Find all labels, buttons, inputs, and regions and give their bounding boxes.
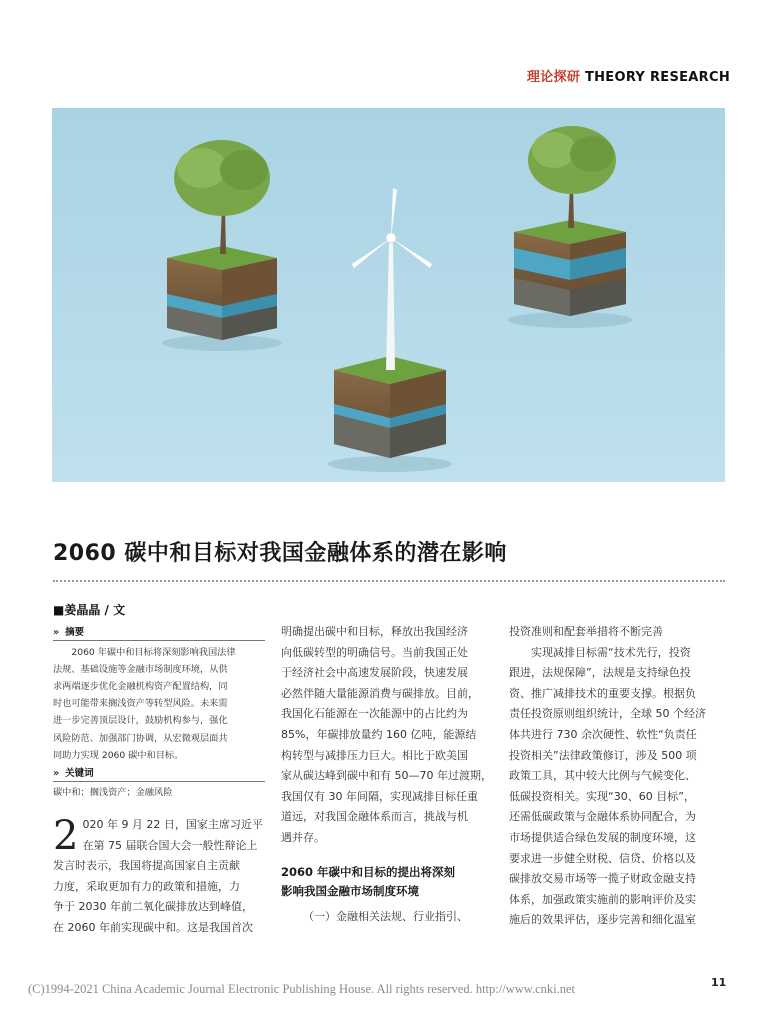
abstract-line: 时也可能带来搁浅资产等转型风险。未来需: [53, 698, 228, 710]
abstract-line: 风险防范、加强部门协调，从宏微观层面共: [53, 732, 228, 744]
abstract-line: 2060 年碳中和目标将深刻影响我国法律: [71, 646, 236, 658]
section-subheading: 2060 年碳中和目标的提出将深刻 影响我国金融市场制度环境: [281, 864, 456, 898]
body-line: 施后的效果评估，逐步完善和细化温室: [509, 913, 696, 927]
hero-illustration: [52, 108, 725, 482]
body-line: 85%，年碳排放量约 160 亿吨，能源结: [281, 727, 477, 741]
sub-subheading: （一）金融相关法规、行业指引、: [303, 909, 468, 923]
copyright-footer: (C)1994-2021 China Academic Journal Electronic Publishing House. All rights reserved. http://www.cnki.net: [28, 982, 576, 996]
sub-subheading-cont: 投资准则和配套举措将不断完善: [509, 625, 663, 638]
body-line: 体系，加强政策实施前的影响评价及实: [509, 892, 696, 906]
section-header: [527, 66, 730, 85]
body-line: 责任投资原则组织统计，全球 50 个经济: [509, 707, 706, 721]
title-divider: [53, 580, 725, 582]
body-line: 家从碳达峰到碳中和有 50—70 年过渡期，: [281, 769, 492, 783]
body-line: 跟进，法规保障”，法规是支持绿色投: [509, 666, 691, 680]
abstract-line: 同助力实现 2060 碳中和目标。: [53, 749, 184, 761]
double-chevron-icon: »: [53, 626, 60, 638]
body-line: 政策工具，其中较大比例与气候变化、: [509, 769, 696, 783]
body-line: 实现减排目标需“技术先行，投资: [531, 645, 691, 659]
body-line: 构转型与减排压力巨大。相比于欧美国: [281, 748, 468, 762]
body-line: 市场提供适合绿色发展的制度环境，这: [509, 830, 696, 844]
body-line: 投资相关”法律政策修订，涉及 500 项: [509, 748, 697, 762]
drop-cap: 2: [53, 813, 79, 860]
section-title-en: THEORY RESEARCH: [584, 70, 730, 85]
section-title-cn: 理论探研: [526, 70, 581, 85]
body-line: 020 年 9 月 22 日，国家主席习近平: [82, 818, 263, 832]
body-line: 向低碳转型的明确信号。当前我国正处: [281, 645, 468, 659]
page-number: 11: [711, 976, 727, 989]
article-title: 2060 碳中和目标对我国金融体系的潜在影响: [53, 541, 507, 566]
body-line: 还需低碳政策与金融体系协同配合，为: [509, 810, 696, 824]
body-line: 道远，对我国金融体系而言，挑战与机: [281, 810, 468, 824]
body-line: 碳排放交易市场等一揽子财政金融支持: [509, 872, 696, 886]
abstract-text: [53, 644, 265, 764]
body-line: 力度，采取更加有力的政策和措施，力: [53, 879, 240, 893]
body-line: 遇并存。: [281, 830, 325, 844]
column-1: [53, 600, 265, 939]
body-line: 我国化石能源在一次能源中的占比约为: [281, 707, 468, 721]
body-line: 要求进一步健全财税、信贷、价格以及: [509, 851, 696, 865]
abstract-line: 进一步完善顶层设计，鼓励机构参与，强化: [53, 715, 228, 727]
column-3: [509, 622, 721, 931]
keywords-text: 碳中和；搁浅资产；金融风险: [53, 787, 173, 799]
abstract-label: » 摘要: [53, 625, 265, 641]
body-line: 体共进行 730 余次硬性、软性“负责任: [509, 727, 697, 741]
abstract-line: 求两端逐步优化金融机构资产配置结构，同: [53, 681, 228, 692]
body-line: 我国仅有 30 年间隔，实现减排目标任重: [281, 789, 478, 803]
body-line: 必然伴随大量能源消费与碳排放。目前，: [281, 686, 479, 700]
body-line: 于经济社会中高速发展阶段，快速发展: [281, 666, 468, 680]
body-line: 在 2060 年前实现碳中和。这是我国首次: [53, 920, 253, 934]
double-chevron-icon: »: [53, 768, 60, 780]
body-line: 发言时表示，我国将提高国家自主贡献: [53, 859, 240, 873]
keywords-label: » 关键词: [53, 766, 265, 782]
author-byline: ■姜晶晶 / 文: [53, 603, 126, 617]
body-line: 在第 75 届联合国大会一般性辩论上: [82, 838, 258, 852]
body-line: 低碳投资相关。实现“30、60 目标”，: [509, 789, 695, 803]
body-line: 资、推广减排技术的重要支撑。根据负: [509, 686, 696, 700]
abstract-line: 法规、基础设施等金融市场制度环境，从供: [53, 663, 228, 675]
column-2: [281, 622, 493, 927]
body-line: 争于 2030 年前二氧化碳排放达到峰值，: [53, 900, 253, 914]
body-column-1: [53, 815, 265, 939]
body-line: 明确提出碳中和目标，释放出我国经济: [281, 625, 468, 638]
